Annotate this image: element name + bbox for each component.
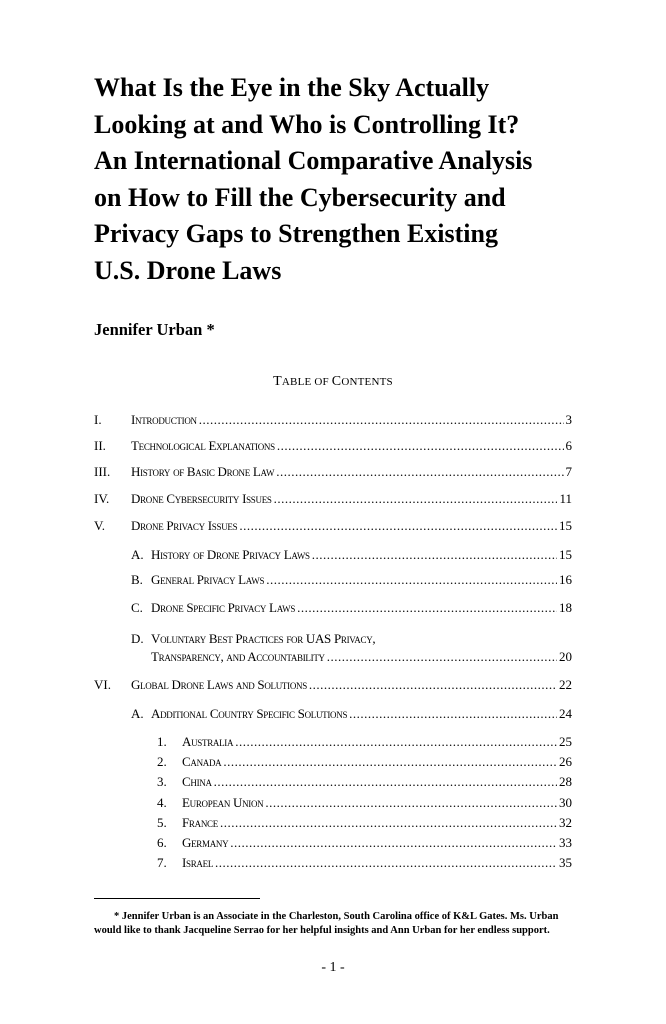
toc-entry-page: 15 bbox=[559, 547, 572, 562]
toc-entry[interactable] bbox=[157, 815, 572, 831]
toc-entry[interactable] bbox=[94, 677, 572, 693]
toc-entry-number: VI. bbox=[94, 677, 111, 692]
toc-entry-page: 24 bbox=[559, 706, 572, 721]
toc-entry-page: 28 bbox=[559, 774, 572, 789]
toc-leader-dots bbox=[214, 774, 557, 790]
toc-entry-number: C. bbox=[131, 600, 143, 615]
title-line: Looking at and Who is Controlling It? bbox=[94, 109, 520, 139]
toc-entry-page: 18 bbox=[559, 600, 572, 615]
toc-entry-number: 7. bbox=[157, 855, 167, 870]
toc-entry[interactable] bbox=[131, 706, 572, 722]
toc-entry-page: 3 bbox=[565, 412, 572, 427]
toc-entry-page: 33 bbox=[559, 835, 572, 850]
toc-entry-label: China bbox=[182, 774, 212, 789]
toc-entry-page: 32 bbox=[559, 815, 572, 830]
toc-entry-number: 3. bbox=[157, 774, 167, 789]
toc-entry[interactable] bbox=[94, 464, 572, 480]
title-line: Privacy Gaps to Strengthen Existing bbox=[94, 219, 498, 248]
toc-entry[interactable] bbox=[157, 774, 572, 790]
toc-entry-label: Drone Specific Privacy Laws bbox=[151, 600, 296, 615]
toc-leader-dots bbox=[230, 835, 557, 851]
toc-entry[interactable] bbox=[157, 754, 572, 770]
toc-entry-number: 4. bbox=[157, 795, 167, 810]
toc-entry-number: A. bbox=[131, 706, 144, 721]
toc-entry-number: D. bbox=[131, 631, 144, 646]
toc-entry[interactable] bbox=[94, 491, 572, 507]
toc-entry-page: 22 bbox=[559, 677, 572, 692]
toc-entry-page: 26 bbox=[559, 754, 572, 769]
toc-entry-page: 15 bbox=[559, 518, 572, 533]
toc-entry-page: 30 bbox=[559, 795, 572, 810]
toc-entry-page: 20 bbox=[559, 649, 572, 664]
title-line: U.S. Drone Laws bbox=[94, 255, 282, 285]
title-line: What Is the Eye in the Sky Actually bbox=[94, 73, 490, 102]
toc-entry[interactable] bbox=[94, 438, 572, 454]
footnote-marker: * bbox=[114, 911, 120, 922]
toc-leader-dots bbox=[297, 600, 557, 616]
toc-leader-dots bbox=[199, 412, 564, 428]
toc-entry-label: General Privacy Laws bbox=[151, 572, 265, 587]
toc-entry-number: A. bbox=[131, 547, 144, 562]
toc-entry-number: 5. bbox=[157, 815, 167, 830]
toc-entry-label: European Union bbox=[182, 795, 264, 810]
toc-entry-number: B. bbox=[131, 572, 143, 587]
toc-entry-page: 25 bbox=[559, 734, 572, 749]
title-line: on How to Fill the Cybersecurity and bbox=[94, 182, 506, 212]
toc-heading-small: ONTENTS bbox=[341, 376, 393, 388]
toc-entry-label: Canada bbox=[182, 754, 222, 769]
toc-entry-number: III. bbox=[94, 464, 111, 479]
toc-entry-number: IV. bbox=[94, 491, 110, 506]
toc-entry[interactable] bbox=[157, 855, 572, 871]
page-number: - 1 - bbox=[321, 960, 345, 975]
toc-heading-cap: C bbox=[331, 374, 342, 389]
author-line: Jennifer Urban * bbox=[94, 320, 215, 339]
toc-leader-dots bbox=[327, 649, 557, 665]
toc-entry-number: 2. bbox=[157, 754, 167, 769]
toc-entry-label: Introduction bbox=[131, 412, 197, 427]
toc-entry[interactable] bbox=[131, 547, 572, 563]
toc-entry[interactable] bbox=[94, 518, 572, 534]
toc-entry-number: 6. bbox=[157, 835, 167, 850]
toc-leader-dots bbox=[309, 677, 557, 693]
footnote bbox=[94, 910, 574, 938]
toc-entry-number: II. bbox=[94, 438, 106, 453]
toc-entry-page: 6 bbox=[565, 438, 572, 453]
toc-heading-small: ABLE OF bbox=[281, 376, 332, 388]
toc-entry-label: Global Drone Laws and Solutions bbox=[131, 677, 307, 692]
footnote-rule bbox=[94, 898, 260, 899]
toc-entry-label: Drone Privacy Issues bbox=[131, 518, 238, 533]
toc-leader-dots bbox=[220, 815, 557, 831]
toc-entry-label: History of Drone Privacy Laws bbox=[151, 547, 310, 562]
footnote-text: Jennifer Urban is an Associate in the Charleston, South Carolina office of K&L Gates. Ms. Urban would like to thank Jacqueline Serrao for her helpful insights and Ann Urban for her endless support. bbox=[94, 911, 559, 936]
toc-entry[interactable] bbox=[131, 600, 572, 616]
toc-entry[interactable] bbox=[151, 649, 572, 665]
toc-leader-dots bbox=[266, 572, 557, 588]
toc-entry-number: 1. bbox=[157, 734, 167, 749]
toc-entry-number: I. bbox=[94, 412, 102, 427]
toc-entry-label: Voluntary Best Practices for UAS Privacy, bbox=[151, 631, 376, 646]
toc-entry-page: 35 bbox=[559, 855, 572, 870]
toc-entry-label: Australia bbox=[182, 734, 234, 749]
toc-heading bbox=[0, 374, 666, 390]
toc-entry-label: History of Basic Drone Law bbox=[131, 464, 275, 479]
toc-entry[interactable] bbox=[157, 795, 572, 811]
toc-entry-label: Drone Cybersecurity Issues bbox=[131, 491, 272, 506]
toc-entry-page: 16 bbox=[559, 572, 572, 587]
toc-entry-label: Transparency, and Accountability bbox=[151, 649, 325, 664]
toc-entry-number: V. bbox=[94, 518, 105, 533]
toc-leader-dots bbox=[235, 734, 557, 750]
toc-entry[interactable] bbox=[131, 572, 572, 588]
toc-entry-label: Germany bbox=[182, 835, 229, 850]
toc-entry-label: Technological Explanations bbox=[131, 438, 275, 453]
toc-leader-dots bbox=[274, 491, 558, 507]
toc-entry-page: 7 bbox=[565, 464, 572, 479]
title-line: An International Comparative Analysis bbox=[94, 146, 533, 175]
toc-leader-dots bbox=[276, 464, 563, 480]
toc-entry[interactable] bbox=[157, 734, 572, 750]
toc-entry-label: Israel bbox=[182, 855, 214, 870]
toc-entry-page: 11 bbox=[559, 491, 572, 506]
toc-entry[interactable] bbox=[157, 835, 572, 851]
toc-entry[interactable] bbox=[94, 412, 572, 428]
toc-leader-dots bbox=[312, 547, 557, 563]
toc-leader-dots bbox=[265, 795, 557, 811]
toc-leader-dots bbox=[239, 518, 557, 534]
toc-entry-label: Additional Country Specific Solutions bbox=[151, 706, 348, 721]
toc-entry-label: France bbox=[182, 815, 218, 830]
toc-leader-dots bbox=[223, 754, 557, 770]
paper-title bbox=[94, 70, 614, 289]
toc-entry[interactable] bbox=[131, 631, 572, 647]
toc-heading-cap: T bbox=[273, 374, 282, 389]
toc-leader-dots bbox=[277, 438, 564, 454]
toc-leader-dots bbox=[215, 855, 557, 871]
toc-leader-dots bbox=[349, 706, 557, 722]
